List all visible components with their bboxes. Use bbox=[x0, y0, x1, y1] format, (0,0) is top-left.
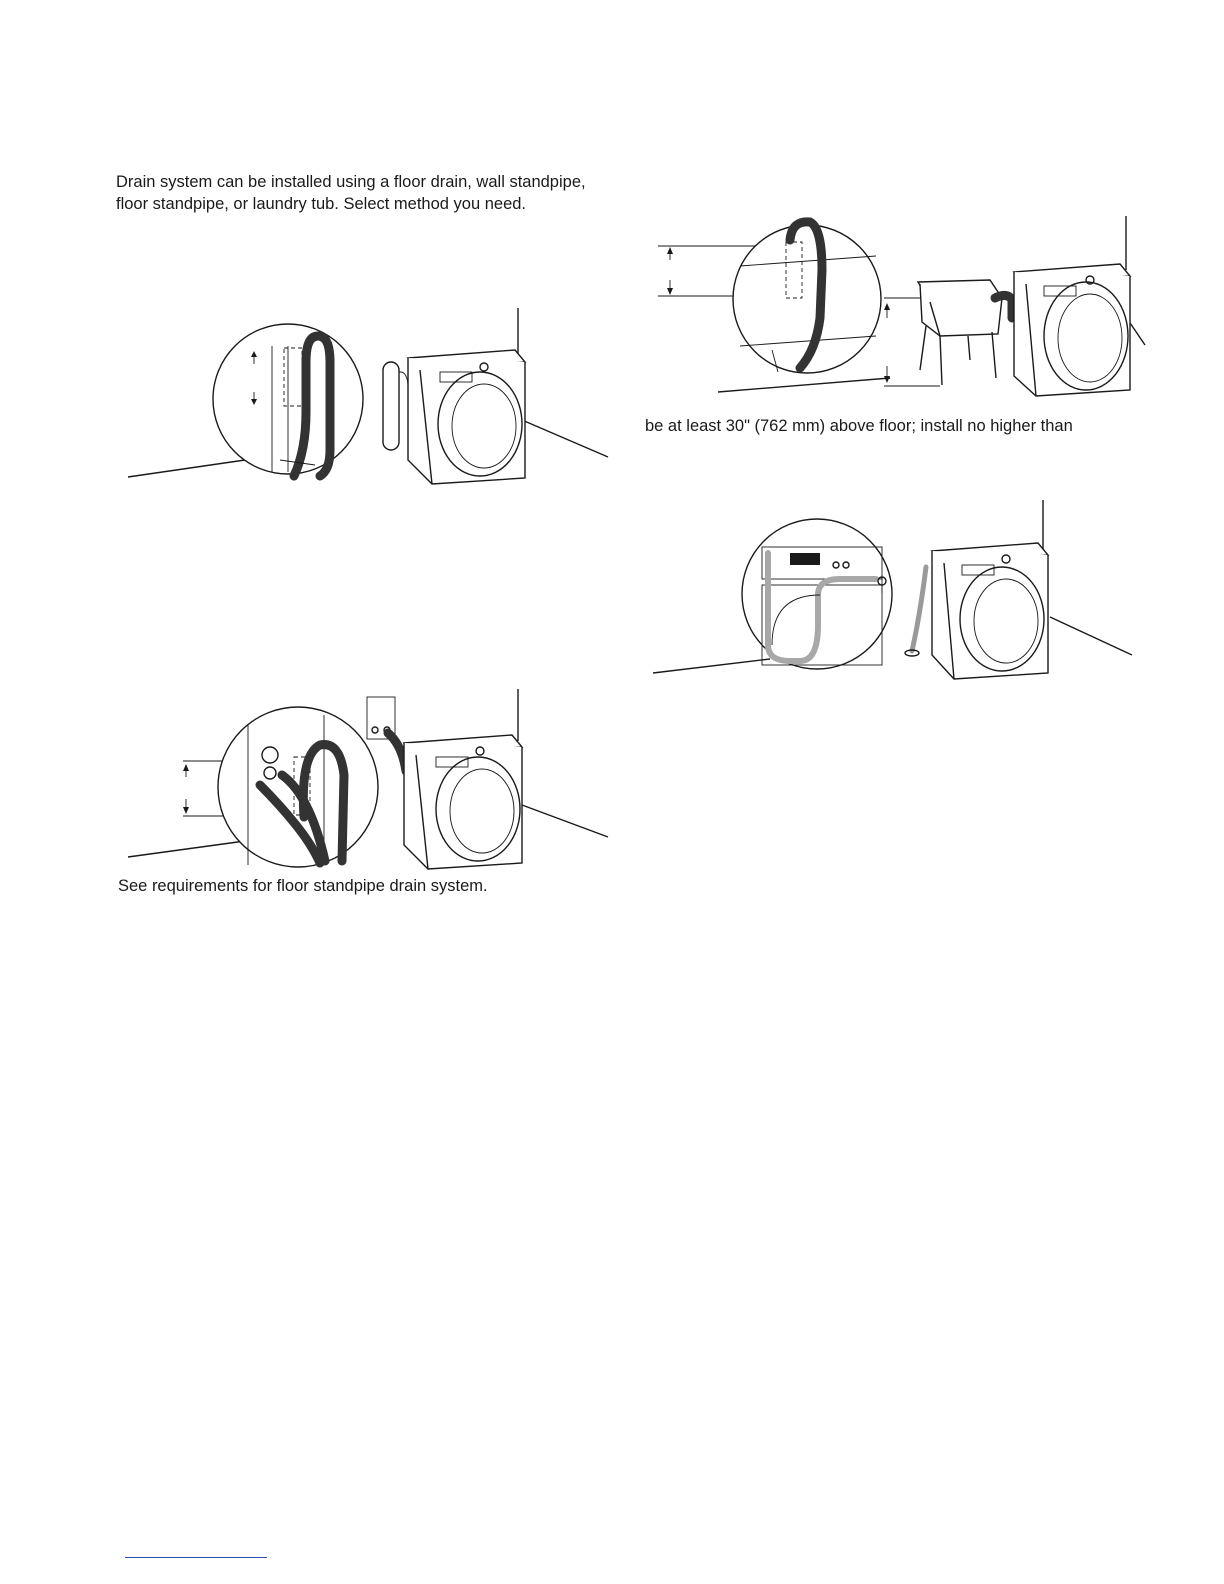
wall-corner-line bbox=[1050, 617, 1132, 655]
washer-illustration bbox=[932, 543, 1048, 679]
detail-callout bbox=[218, 707, 378, 867]
drain-hose bbox=[912, 567, 926, 651]
floor-line bbox=[128, 841, 245, 857]
footer-link-underline[interactable] bbox=[125, 1557, 267, 1558]
detail-callout bbox=[213, 324, 363, 476]
washer-illustration bbox=[1014, 264, 1130, 396]
figure-wall-standpipe bbox=[120, 300, 620, 500]
wall-corner-line bbox=[522, 805, 608, 837]
laundry-tub-note: be at least 30" (762 mm) above floor; install no higher than bbox=[645, 417, 1073, 435]
laundry-tub-illustration bbox=[918, 280, 1012, 385]
washer-illustration bbox=[408, 350, 525, 484]
floor-line bbox=[128, 460, 245, 477]
detail-callout bbox=[742, 519, 892, 669]
washer-illustration bbox=[404, 735, 522, 869]
intro-line-2: floor standpipe, or laundry tub. Select method you need. bbox=[116, 195, 527, 213]
floor-standpipe-note: See requirements for floor standpipe drain system. bbox=[118, 877, 488, 895]
floor-line bbox=[653, 659, 770, 673]
intro-paragraph bbox=[116, 171, 616, 215]
figure-laundry-tub bbox=[640, 200, 1160, 400]
intro-line-1: Drain system can be installed using a floor drain, wall standpipe, bbox=[116, 173, 586, 191]
detail-callout bbox=[733, 222, 881, 373]
figure-floor-drain bbox=[650, 495, 1140, 685]
figure-floor-standpipe bbox=[120, 685, 620, 875]
floor-line bbox=[718, 378, 890, 392]
wall-corner-line bbox=[522, 420, 608, 457]
standpipe bbox=[383, 362, 399, 450]
hose-link bbox=[399, 372, 408, 400]
